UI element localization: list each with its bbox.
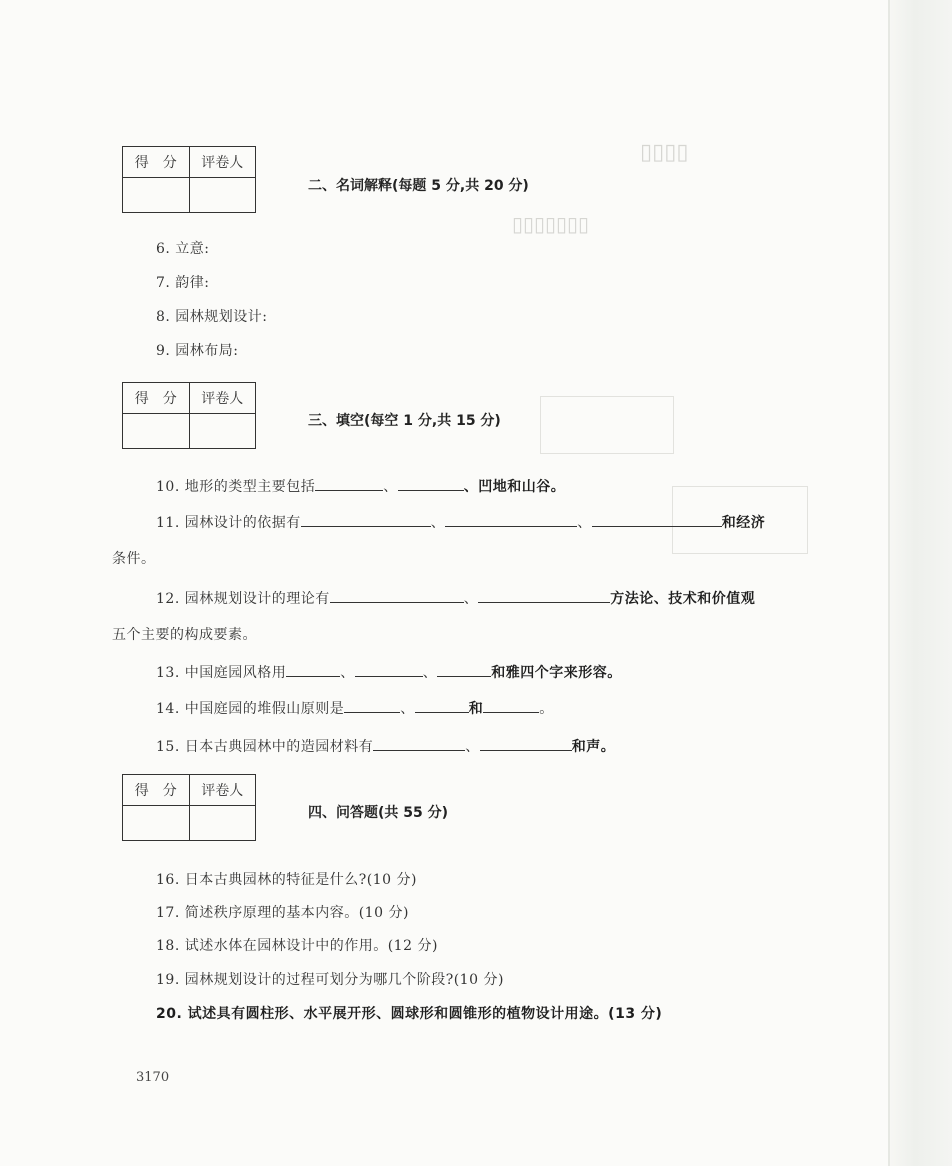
section-title: 三、填空(每空 1 分,共 15 分) [308, 413, 501, 429]
question-text: 14. 中国庭园的堆假山原则是 [156, 701, 345, 717]
question-text: 、 [422, 665, 438, 681]
answer-blank[interactable] [437, 662, 491, 677]
fill-blank-question [156, 512, 765, 532]
score-label: 得 分 [123, 775, 190, 806]
answer-blank[interactable] [398, 476, 464, 491]
question-text: 、 [577, 515, 592, 531]
question-item: 8. 园林规划设计: [156, 309, 268, 325]
question-text: 20. 试述具有圆柱形、水平展开形、圆球形和圆锥形的植物设计用途。(13 分) [156, 1006, 663, 1022]
question-text: 、 [430, 515, 446, 531]
paper-code: 3170 [136, 1070, 170, 1085]
grader-label: 评卷人 [189, 383, 255, 414]
answer-blank[interactable] [373, 736, 465, 751]
question-item: 9. 园林布局: [156, 343, 239, 359]
score-table [122, 774, 256, 841]
question-continuation: 条件。 [112, 551, 156, 567]
answer-blank[interactable] [315, 476, 383, 491]
question-text: 。 [539, 701, 554, 717]
question-text: 和 [468, 701, 484, 717]
question-text: 11. 园林设计的依据有 [156, 515, 301, 531]
bleed-through-text: ▯▯▯▯ [640, 140, 689, 165]
question-item [156, 1003, 662, 1023]
answer-blank[interactable] [301, 512, 431, 527]
question-continuation: 五个主要的构成要素。 [112, 627, 257, 643]
score-cell [123, 178, 190, 213]
fill-blank-question [156, 736, 615, 756]
answer-blank[interactable] [478, 588, 610, 603]
question-item: 16. 日本古典园林的特征是什么?(10 分) [156, 872, 417, 888]
question-text: 12. 园林规划设计的理论有 [156, 591, 330, 607]
page-fold-line [888, 0, 890, 1166]
score-table [122, 146, 256, 213]
section-title: 二、名词解释(每题 5 分,共 20 分) [308, 178, 529, 194]
score-cell [123, 806, 190, 841]
question-item: 7. 韵律: [156, 275, 210, 291]
question-item: 18. 试述水体在园林设计中的作用。(12 分) [156, 938, 438, 954]
answer-blank[interactable] [483, 698, 539, 713]
grader-label: 评卷人 [189, 147, 255, 178]
section-title: 四、问答题(共 55 分) [308, 805, 449, 821]
grader-label: 评卷人 [189, 775, 255, 806]
question-text: 13. 中国庭园风格用 [156, 665, 287, 681]
answer-blank[interactable] [355, 662, 423, 677]
bleed-through-text: ▯▯▯▯▯▯▯ [512, 212, 590, 236]
question-text: 、 [383, 479, 398, 495]
question-text: 和雅四个字来形容。 [491, 665, 622, 681]
question-text: 和经济 [721, 515, 766, 531]
answer-blank[interactable] [344, 698, 400, 713]
question-text: 、 [400, 701, 415, 717]
question-text: 、 [463, 591, 479, 607]
fill-blank-question [156, 698, 554, 718]
fill-blank-question [156, 476, 565, 496]
answer-blank[interactable] [286, 662, 340, 677]
score-table [122, 382, 256, 449]
question-text: 、 [340, 665, 355, 681]
score-label: 得 分 [123, 147, 190, 178]
question-text: 、 [465, 739, 480, 755]
question-text: 10. 地形的类型主要包括 [156, 479, 316, 495]
answer-blank[interactable] [445, 512, 577, 527]
question-text: 、凹地和山谷。 [463, 479, 566, 495]
question-text: 15. 日本古典园林中的造园材料有 [156, 739, 374, 755]
fill-blank-question [156, 588, 755, 608]
grader-cell [189, 178, 255, 213]
page-edge-shadow [890, 0, 952, 1166]
answer-blank[interactable] [330, 588, 464, 603]
score-label: 得 分 [123, 383, 190, 414]
question-item: 17. 简述秩序原理的基本内容。(10 分) [156, 905, 409, 921]
answer-blank[interactable] [592, 512, 722, 527]
grader-cell [189, 414, 255, 449]
question-item: 19. 园林规划设计的过程可划分为哪几个阶段?(10 分) [156, 972, 504, 988]
question-text: 和声。 [571, 739, 616, 755]
bleed-through-box [540, 396, 674, 454]
score-cell [123, 414, 190, 449]
answer-blank[interactable] [415, 698, 469, 713]
answer-blank[interactable] [480, 736, 572, 751]
question-item: 6. 立意: [156, 241, 210, 257]
grader-cell [189, 806, 255, 841]
question-text: 方法论、技术和价值观 [610, 591, 756, 607]
fill-blank-question [156, 662, 622, 682]
